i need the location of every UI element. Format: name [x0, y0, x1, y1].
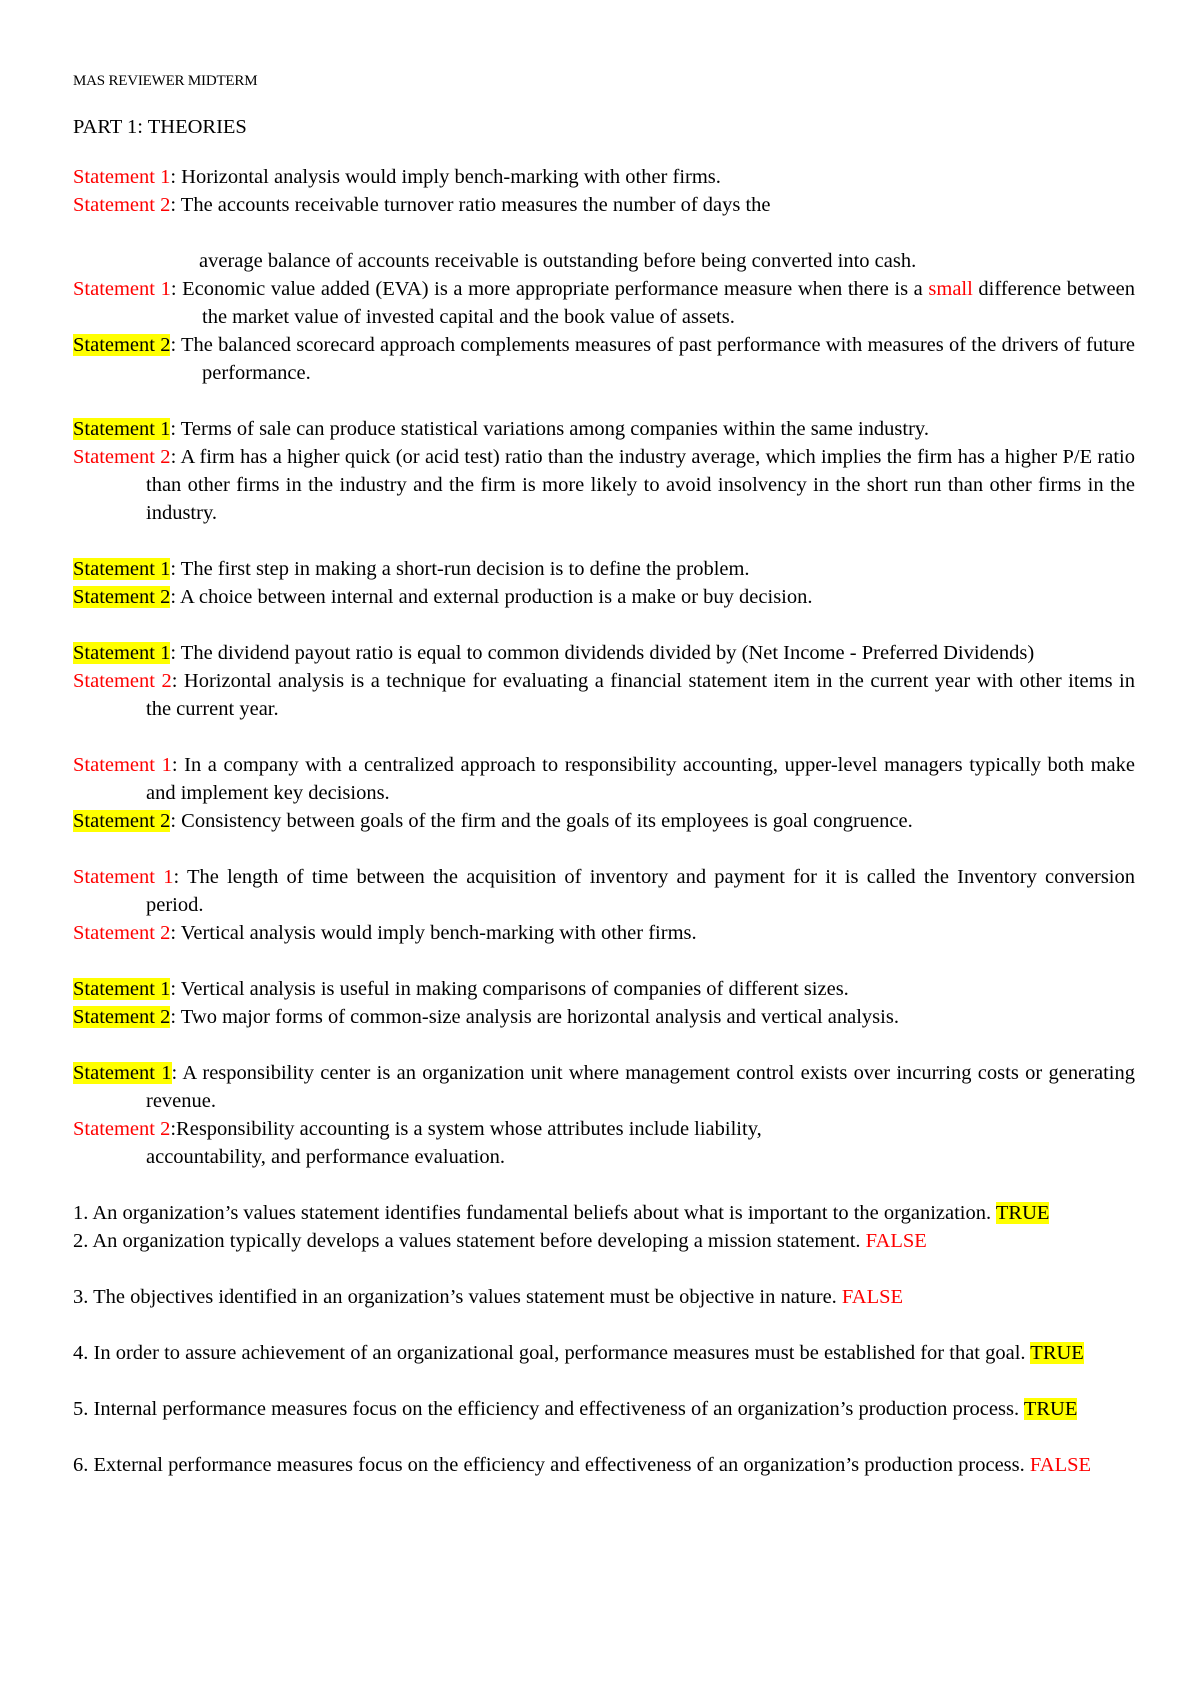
- statement-text: :Responsibility accounting is a system whose attributes include liability,: [170, 1118, 762, 1140]
- statement-label: Statement 2: [73, 922, 171, 944]
- statement-1: [73, 751, 1135, 807]
- question-text: 5. Internal performance measures focus on the efficiency and effectiveness of an organization’s production process.: [73, 1398, 1024, 1420]
- statement-text: : Horizontal analysis is a technique for evaluating a financial statement item in the current year with other items in the current year.: [146, 670, 1135, 720]
- statement-label: Statement 1: [73, 278, 171, 300]
- statement-pair-5: [73, 639, 1135, 723]
- emphasis-word: small: [928, 278, 973, 300]
- statement-2: [73, 1003, 1135, 1031]
- statement-pair-3: [73, 415, 1135, 527]
- statement-2: [73, 1115, 1135, 1143]
- statement-label: Statement 1: [73, 866, 174, 888]
- question-text: 4. In order to assure achievement of an organizational goal, performance measures must be established for that goal.: [73, 1342, 1031, 1364]
- statement-pair-8: [73, 975, 1135, 1031]
- question-2: [73, 1227, 1135, 1255]
- statement-continuation: average balance of accounts receivable is outstanding before being converted into cash.: [199, 250, 917, 272]
- statement-label: Statement 2: [73, 446, 171, 468]
- statement-label: Statement 2: [73, 1006, 171, 1028]
- statement-label: Statement 1: [73, 642, 171, 664]
- statement-label: Statement 2: [73, 334, 171, 356]
- statement-label: Statement 2: [73, 586, 171, 608]
- statement-2: [73, 443, 1135, 527]
- answer-false: FALSE: [1029, 1454, 1092, 1476]
- question-4: [73, 1339, 1135, 1367]
- statement-1: [73, 275, 1135, 331]
- statement-text: : The length of time between the acquisition of inventory and payment for it is called the Inventory conversion period.: [146, 866, 1135, 916]
- statement-2: [73, 919, 1135, 947]
- question-3: [73, 1283, 1135, 1311]
- statement-label: Statement 2: [73, 1118, 171, 1140]
- statement-text: : The dividend payout ratio is equal to common dividends divided by (Net Income - Preferred Dividends): [170, 642, 1035, 664]
- statement-label: Statement 1: [73, 754, 172, 776]
- statement-pair-1: [73, 163, 1135, 275]
- question-text: 2. An organization typically develops a values statement before developing a mission statement.: [73, 1230, 866, 1252]
- statement-1: [73, 555, 1135, 583]
- document-page: [73, 62, 1135, 1507]
- statement-text: : In a company with a centralized approach to responsibility accounting, upper-level managers typically both make and implement key decisions.: [146, 754, 1135, 804]
- statement-text: : A responsibility center is an organization unit where management control exists over incurring costs or generating revenue.: [146, 1062, 1135, 1112]
- statement-pair-6: [73, 751, 1135, 835]
- statement-text: : A choice between internal and external production is a make or buy decision.: [170, 586, 813, 608]
- part-title: PART 1: THEORIES: [73, 116, 247, 138]
- statement-pairs: [73, 163, 1135, 1171]
- statement-1: [73, 639, 1135, 667]
- question-text: 3. The objectives identified in an organization’s values statement must be objective in nature.: [73, 1286, 842, 1308]
- statement-text: : Economic value added (EVA) is a more appropriate performance measure when there is a: [170, 278, 929, 300]
- statement-1: [73, 163, 1135, 191]
- true-false-questions: [73, 1199, 1135, 1479]
- statement-label: Statement 1: [73, 978, 171, 1000]
- statement-text: : The balanced scorecard approach complements measures of past performance with measures of the drivers of future performance.: [170, 334, 1135, 384]
- statement-label: Statement 2: [73, 194, 171, 216]
- statement-text: : Vertical analysis is useful in making comparisons of companies of different sizes.: [170, 978, 849, 1000]
- statement-1: [73, 1059, 1135, 1115]
- answer-false: FALSE: [865, 1230, 927, 1252]
- answer-true: TRUE: [1023, 1398, 1078, 1420]
- statement-label: Statement 1: [73, 418, 171, 440]
- statement-continuation: accountability, and performance evaluation.: [146, 1146, 505, 1168]
- statement-2: [73, 807, 1135, 835]
- statement-text: : Consistency between goals of the firm and the goals of its employees is goal congruence.: [170, 810, 913, 832]
- statement-2: [73, 667, 1135, 723]
- question-6: [73, 1451, 1135, 1479]
- statement-pair-2: [73, 275, 1135, 387]
- statement-2: [73, 331, 1135, 387]
- statement-2: [73, 583, 1135, 611]
- statement-pair-9: [73, 1059, 1135, 1171]
- question-1: [73, 1199, 1135, 1227]
- statement-label: Statement 1: [73, 166, 171, 188]
- statement-1: [73, 863, 1135, 919]
- statement-text: : Horizontal analysis would imply bench-marking with other firms.: [170, 166, 721, 188]
- statement-pair-7: [73, 863, 1135, 947]
- statement-text: : The accounts receivable turnover ratio measures the number of days the: [170, 194, 771, 216]
- answer-true: TRUE: [995, 1202, 1050, 1224]
- question-text: 6. External performance measures focus on the efficiency and effectiveness of an organization’s production process.: [73, 1454, 1030, 1476]
- statement-label: Statement 1: [73, 1062, 172, 1084]
- answer-false: FALSE: [841, 1286, 904, 1308]
- statement-text: : Two major forms of common-size analysis are horizontal analysis and vertical analysis.: [170, 1006, 899, 1028]
- statement-label: Statement 2: [73, 810, 171, 832]
- document-title: MAS REVIEWER MIDTERM: [73, 73, 258, 89]
- statement-text: : A firm has a higher quick (or acid test) ratio than the industry average, which implies the firm has a higher P/E ratio than other firms in the industry and the firm is more likely to avoid insolvency in the short run than other firms in the industry.: [146, 446, 1135, 524]
- statement-text: : The first step in making a short-run decision is to define the problem.: [170, 558, 750, 580]
- question-5: [73, 1395, 1135, 1423]
- answer-true: TRUE: [1030, 1342, 1084, 1364]
- statement-2: [73, 191, 1135, 219]
- statement-1: [73, 975, 1135, 1003]
- statement-1: [73, 415, 1135, 443]
- statement-text: : Vertical analysis would imply bench-marking with other firms.: [170, 922, 697, 944]
- question-text: 1. An organization’s values statement identifies fundamental beliefs about what is important to the organization.: [73, 1202, 996, 1224]
- statement-text: difference between the market value of invested capital and the book value of assets.: [202, 278, 1136, 328]
- statement-label: Statement 2: [73, 670, 172, 692]
- statement-label: Statement 1: [73, 558, 171, 580]
- statement-pair-4: [73, 555, 1135, 611]
- statement-text: : Terms of sale can produce statistical variations among companies within the same industry.: [170, 418, 929, 440]
